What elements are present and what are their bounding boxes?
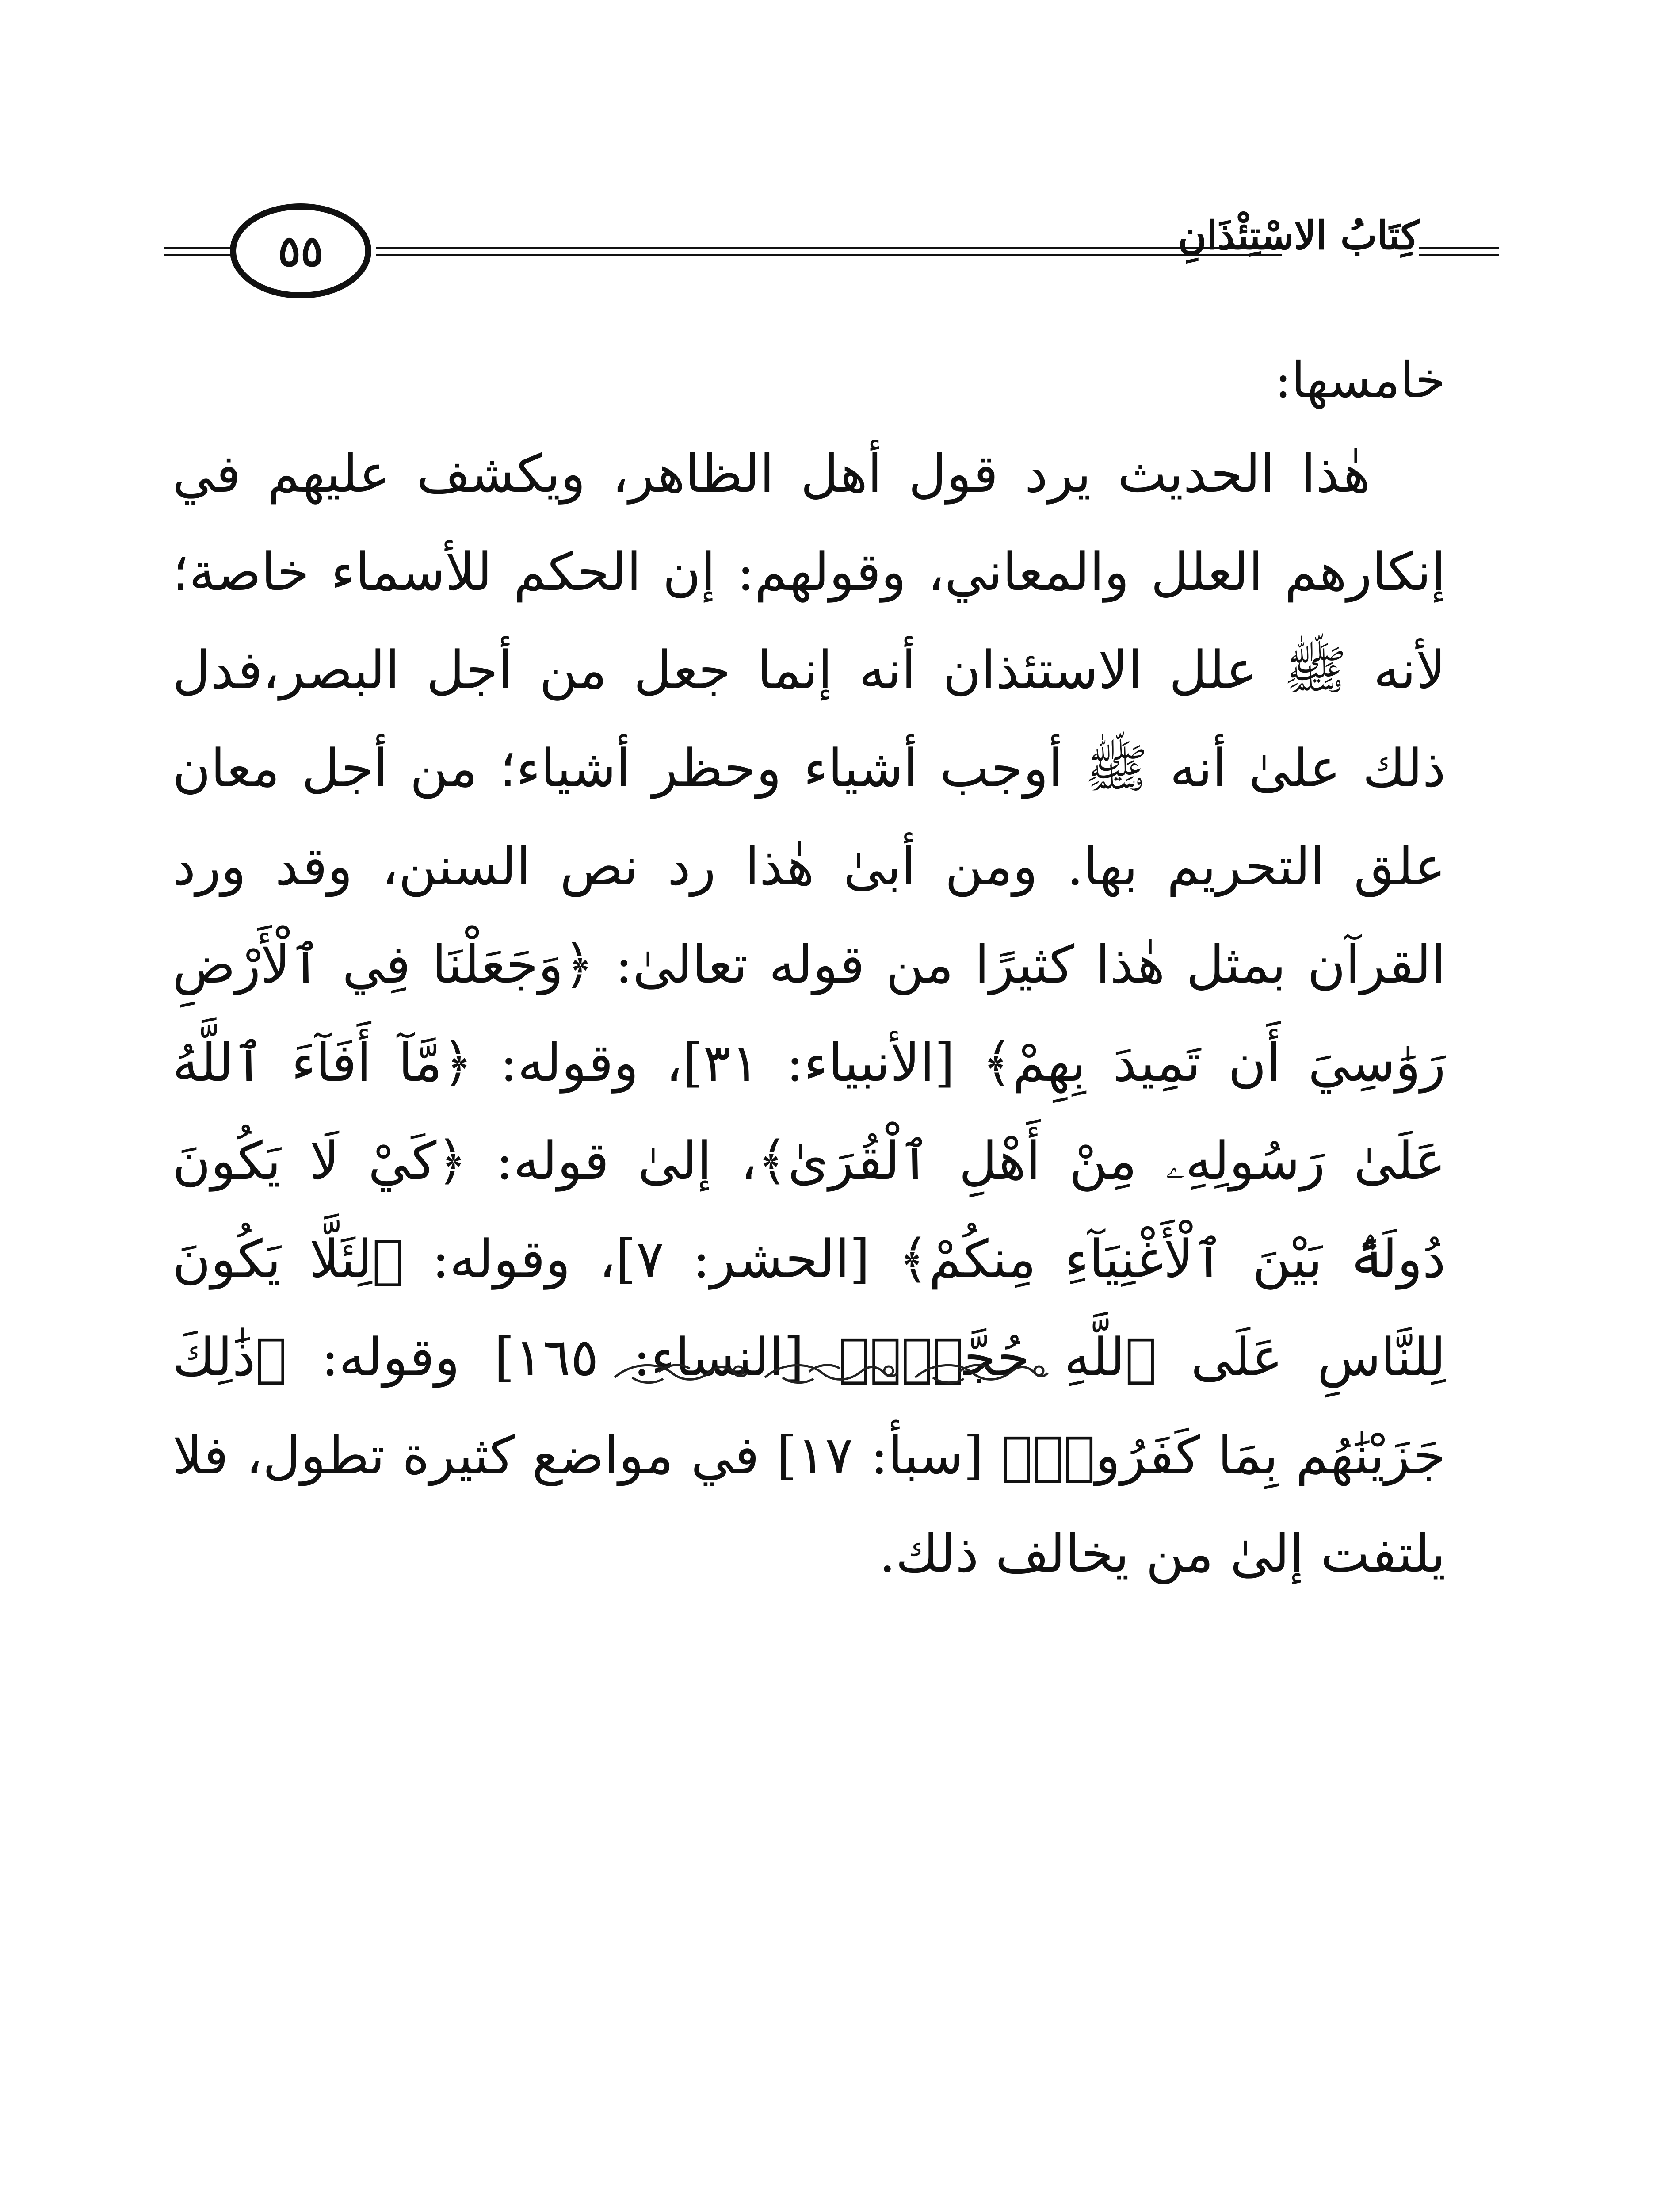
section-heading: خامسها:	[1275, 352, 1446, 409]
page-body	[172, 336, 1446, 1603]
page-header	[164, 195, 1499, 314]
floral-divider-icon	[606, 1353, 1052, 1393]
running-title: كِتَابُ الاسْتِئْذَانِ	[1178, 212, 1419, 258]
header-rule-right	[1419, 247, 1499, 256]
body-paragraph: هٰذا الحديث يرد قول أهل الظاهر، ويكشف عليهم في إنكارهم العلل والمعاني، وقولهم: إن الحكم للأسماء خاصة؛ لأنه ﷺ علل الاستئذان أنه إنما جعل من أجل البصر،فدل ذلك علىٰ أنه ﷺ أوجب أشياء وحظر أشياء؛ من أجل معان علق التحريم بها. ومن أبىٰ هٰذا رد نص السنن، وقد ورد القرآن بمثل هٰذا كثيرًا من قوله تعالىٰ: ﴿وَجَعَلْنَا فِي ٱلْأَرْضِ رَوَٰسِيَ أَن تَمِيدَ بِهِمْ﴾ [الأنبياء: ٣١]، وقوله: ﴿مَّآ أَفَآءَ ٱللَّهُ عَلَىٰ رَسُولِهِۦ مِنْ أَهْلِ ٱلْقُرَىٰ﴾، إلىٰ قوله: ﴿كَيْ لَا يَكُونَ دُولَةًۢ بَيْنَ ٱلْأَغْنِيَآءِ مِنكُمْ﴾ [الحشر: ٧]، وقوله: ﴿لِئَلَّا يَكُونَ لِلنَّاسِ عَلَى ٱللَّهِ حُجَّةٌۢ﴾ [النساء: ١٦٥] وقوله: ﴿ذَٰلِكَ جَزَيْنَٰهُم بِمَا كَفَرُوا۟﴾ [سبأ: ١٧] في مواضع كثيرة تطول، فلا يلتفت إلىٰ من يخالف ذلك.	[172, 443, 1446, 1584]
header-rule-main	[376, 247, 1282, 256]
header-rule-left	[164, 247, 234, 256]
page-number-frame	[230, 203, 371, 298]
page-number: ٥٥	[278, 226, 324, 276]
